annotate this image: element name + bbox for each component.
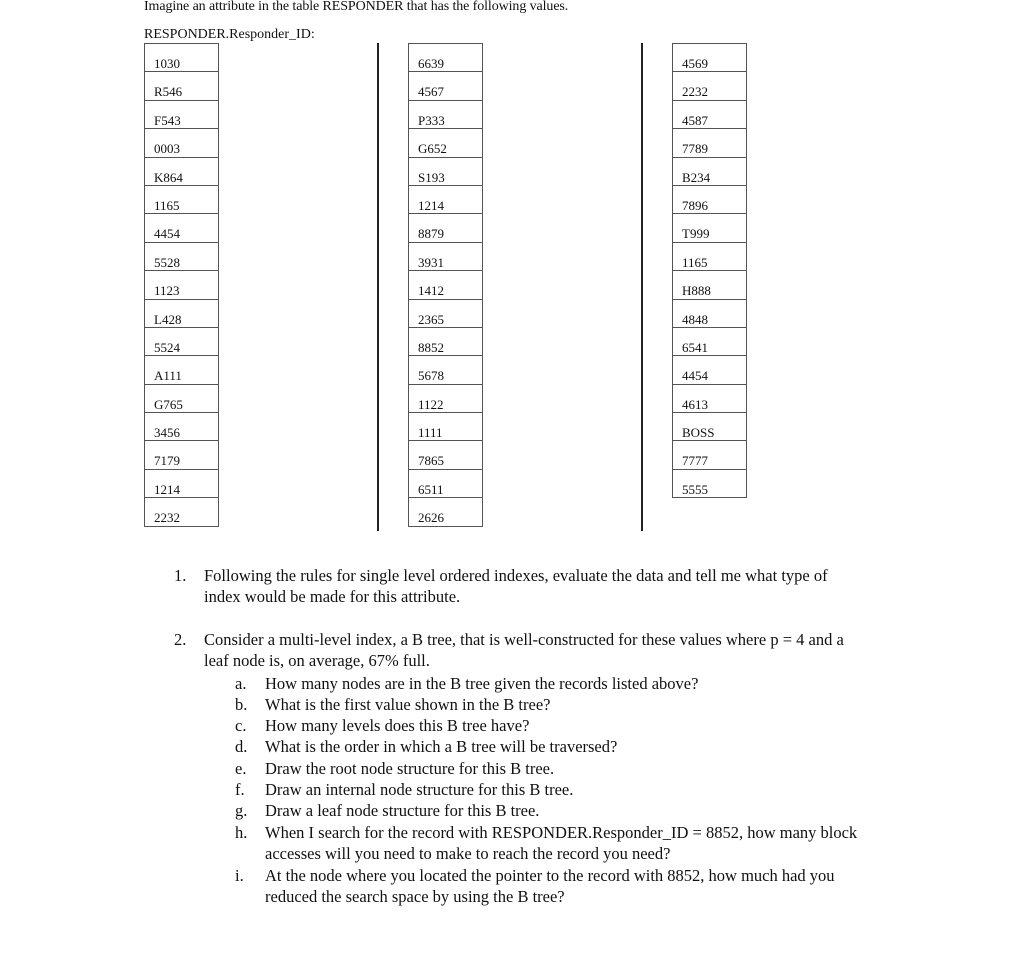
value-cell: 6541 — [673, 328, 746, 356]
question-text: Following the rules for single level ordered indexes, evaluate the data and tell me what type of index would be made for this attribute. — [204, 566, 828, 606]
value-cell: 1165 — [145, 186, 218, 214]
subquestion-text: How many nodes are in the B tree given the records listed above? — [265, 674, 699, 693]
value-cell: 2365 — [409, 300, 482, 328]
value-cell: 5524 — [145, 328, 218, 356]
subquestion-text: At the node where you located the pointer to the record with 8852, how much had you reduced the search space by using the B tree? — [265, 866, 835, 906]
value-column-1 — [144, 43, 219, 527]
value-cell: 7865 — [409, 441, 482, 469]
value-cell: 7896 — [673, 186, 746, 214]
value-cell: 4569 — [673, 44, 746, 72]
subquestion-text: Draw the root node structure for this B tree. — [265, 759, 555, 778]
value-cell: 1030 — [145, 44, 218, 72]
value-cell: 2232 — [145, 498, 218, 526]
value-cell: 8852 — [409, 328, 482, 356]
value-cell: P333 — [409, 101, 482, 129]
value-cell: 4848 — [673, 300, 746, 328]
question-2 — [174, 629, 874, 673]
value-cell: 2232 — [673, 72, 746, 100]
value-cell: G765 — [145, 385, 218, 413]
value-cell: H888 — [673, 271, 746, 299]
value-cell: S193 — [409, 158, 482, 186]
subquestion-letter: b. — [235, 695, 248, 714]
subquestion-letter: g. — [235, 801, 248, 820]
value-cell: 2626 — [409, 498, 482, 526]
value-cell: 3931 — [409, 243, 482, 271]
column-separator — [377, 43, 379, 531]
value-cell: K864 — [145, 158, 218, 186]
value-cell: 4567 — [409, 72, 482, 100]
value-cell: 3456 — [145, 413, 218, 441]
value-column-2 — [408, 43, 483, 527]
value-cell: 7179 — [145, 441, 218, 469]
attribute-label: RESPONDER.Responder_ID: — [144, 27, 315, 42]
value-cell: 4454 — [673, 356, 746, 384]
question-number: 1. — [174, 566, 187, 585]
value-cell: T999 — [673, 214, 746, 242]
value-cell: 7777 — [673, 441, 746, 469]
value-cell: 4454 — [145, 214, 218, 242]
value-cell: 1214 — [409, 186, 482, 214]
value-cell: 1111 — [409, 413, 482, 441]
value-cell: 8879 — [409, 214, 482, 242]
subquestion-text: Draw a leaf node structure for this B tree. — [265, 801, 540, 820]
value-cell: G652 — [409, 129, 482, 157]
value-cell: 6639 — [409, 44, 482, 72]
subquestion-letter: e. — [235, 759, 247, 778]
value-cell: 7789 — [673, 129, 746, 157]
value-cell: 4587 — [673, 101, 746, 129]
subquestion-letter: a. — [235, 674, 247, 693]
value-cell: A111 — [145, 356, 218, 384]
subquestion-letter: d. — [235, 737, 248, 756]
value-cell: 1122 — [409, 385, 482, 413]
value-column-3 — [672, 43, 747, 498]
subquestion-text: How many levels does this B tree have? — [265, 716, 530, 735]
value-cell: 6511 — [409, 470, 482, 498]
column-separator — [641, 43, 643, 531]
subquestion-text: When I search for the record with RESPONDER.Responder_ID = 8852, how many block accesses will you need to make to reach the record you need? — [265, 823, 858, 863]
value-cell: B234 — [673, 158, 746, 186]
question-number: 2. — [174, 630, 187, 649]
value-cell: 0003 — [145, 129, 218, 157]
value-cell: 1123 — [145, 271, 218, 299]
value-cell: 4613 — [673, 385, 746, 413]
value-cell: 5555 — [673, 470, 746, 498]
subquestion-letter: i. — [235, 866, 244, 885]
question-text: Consider a multi-level index, a B tree, that is well-constructed for these values where p = 4 and a leaf node is, on average, 67% full. — [204, 630, 844, 670]
value-cell: 1412 — [409, 271, 482, 299]
value-cell: BOSS — [673, 413, 746, 441]
intro-text: Imagine an attribute in the table RESPONDER that has the following values. — [144, 0, 569, 14]
subquestion-letter: c. — [235, 716, 247, 735]
value-cell: L428 — [145, 300, 218, 328]
value-cell: 1165 — [673, 243, 746, 271]
value-cell: 5528 — [145, 243, 218, 271]
subquestion-text: What is the order in which a B tree will be traversed? — [265, 737, 618, 756]
subquestion-text: Draw an internal node structure for this B tree. — [265, 780, 574, 799]
subquestion-letter: f. — [235, 780, 245, 799]
value-cell: 5678 — [409, 356, 482, 384]
value-cell: R546 — [145, 72, 218, 100]
value-cell: F543 — [145, 101, 218, 129]
subquestion-text: What is the first value shown in the B tree? — [265, 695, 551, 714]
subquestion-letter: h. — [235, 823, 248, 842]
value-cell: 1214 — [145, 470, 218, 498]
question-1 — [174, 565, 874, 609]
